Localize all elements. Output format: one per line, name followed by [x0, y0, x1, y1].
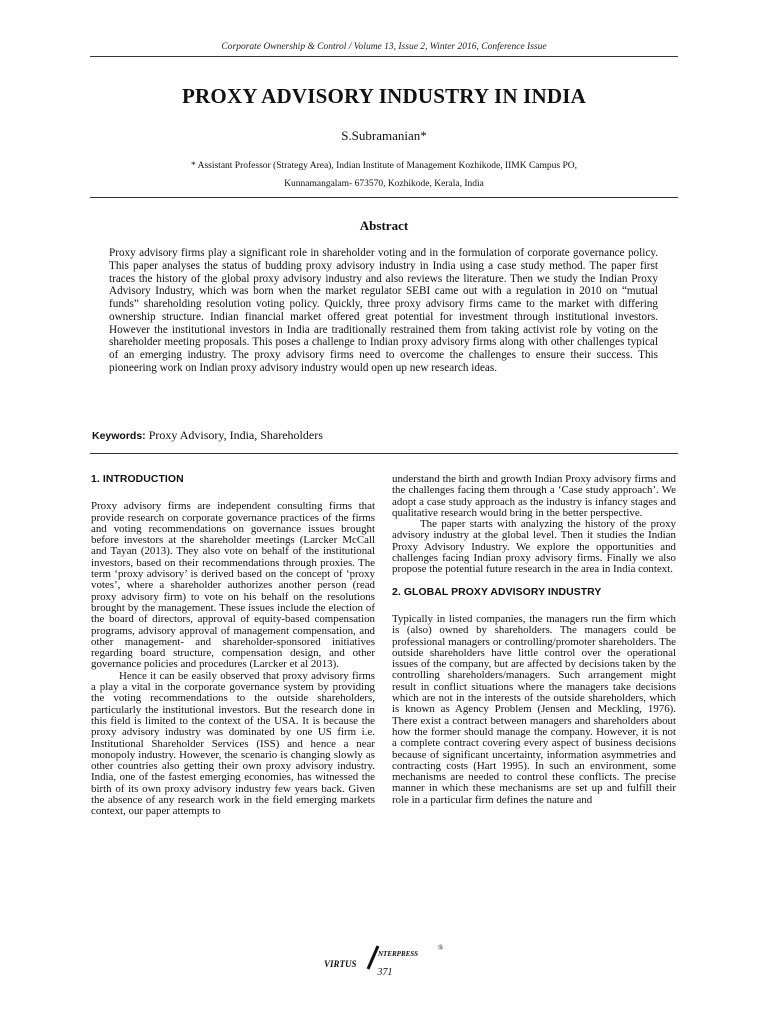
intro-paragraph-4: The paper starts with analyzing the history of the proxy advisory industry at the global level. Then it studies the Indian Proxy Advisory Industry. We explore the opportunities and challenges facing Indian proxy advisory firms. Finally we also propose the potential future research in the area in India context. [392, 518, 676, 576]
page-number: 371 [377, 967, 393, 978]
author-name: S.Subramanian* [341, 128, 427, 143]
author-affiliation [90, 157, 678, 193]
right-column [392, 474, 676, 806]
abstract-heading: Abstract [359, 218, 409, 233]
section-heading-global: 2. GLOBAL PROXY ADVISORY INDUSTRY [392, 586, 602, 598]
keywords-value: Proxy Advisory, India, Shareholders [148, 428, 323, 442]
paper-title: PROXY ADVISORY INDUSTRY IN INDIA [182, 84, 586, 108]
header-rule [90, 56, 678, 57]
intro-paragraph-2: Hence it can be easily observed that proxy advisory firms a play a vital in the corporate governance system by providing the voting recommendations to the outside shareholders, particularly the institutional investors. But the research done in this field is limited to the context of the USA. It is because the proxy advisory industry was dominated by one US firm i.e. Institutional Shareholder Services (ISS) and hence a near monopoly industry. However, the scenario is changing slowly as other countries also getting their own proxy advisory industry. India, one of the fastest emerging economies, has witnessed the birth of its own proxy advisory industry few years back. Given the absence of any research work in the field emerging markets context, our paper attempts to [91, 669, 375, 818]
logo-slash-mark [368, 946, 378, 969]
keywords-label: Keywords: [92, 430, 146, 442]
running-head: Corporate Ownership & Control / Volume 13, Issue 2, Winter 2016, Conference Issue [221, 42, 547, 52]
logo-registered-mark: ® [438, 944, 444, 952]
keywords-rule [90, 453, 678, 454]
global-paragraph-1: Typically in listed companies, the managers run the firm which is (also) owned by shareholders. The managers could be professional managers or controlling/promoter shareholders. The outside shareholders have little control over the operational issues of the company, but are affected by decisions taken by the controlling shareholders/managers. Such arrangement might result in conflict situations where the managers take decisions which are not in the interests of the outside shareholders, which is known as Agency Problem (Jensen and Meckling, 1976). There exist a contract between managers and shareholders about how the former should manage the company. However, it is not a complete contract covering every aspect of business decisions because of significant uncertainty, information asymmetries and contracting costs (Hart 1995). In such an environment, some mechanisms are needed to control these conflicts. The precise manner in which these mechanisms are set up and fulfill their role in a particular firm defines the nature and [392, 612, 676, 806]
logo-text-left: VIRTUS [324, 959, 357, 969]
abstract-top-rule [90, 197, 678, 198]
intro-paragraph-3: understand the birth and growth Indian Proxy advisory firms and the challenges facing them through a ‘Case study approach’. We adopt a case study approach as the industry is infancy stages and qualitative research would bring in the better perspective. [392, 473, 676, 519]
section-heading-introduction: 1. INTRODUCTION [91, 474, 184, 485]
left-column [91, 474, 375, 818]
affiliation-line-1: * Assistant Professor (Strategy Area), Indian Institute of Management Kozhikode, IIMK Campus PO, [190, 161, 577, 171]
intro-paragraph-1: Proxy advisory firms are independent consulting firms that provide research on corporate governance practices of the firms and voting recommendations on governance issues brought before investors at the shareholder meetings (Larcker McCall and Tayan (2013). They also vote on behalf of the institutional investors, based on their recommendations through proxies. The term ‘proxy advisory’ is derived based on the concept of ‘proxy votes’, where a shareholder authorizes another person (read proxy advisory firm) to vote on his behalf on the resolutions brought by the management. These issues include the election of the board of directors, approval of equity-based compensation programs, advisory approval of management compensation, and other management- and shareholder-sponsored initiatives regarding board structure, compensation design, and other governance policies and procedures (Larcker et al 2013). [91, 500, 375, 671]
keywords [92, 428, 672, 443]
affiliation-line-2: Kunnamangalam- 673570, Kozhikode, Kerala, India [284, 179, 484, 189]
logo-text-right: NTERPRESS [378, 950, 419, 958]
abstract-text: Proxy advisory firms play a significant role in shareholder voting and in the formulation of corporate governance policy. This paper analyses the status of budding proxy advisory industry in India using a case study method. The paper first traces the history of the global proxy advisory industry and also reviews the literature. Then we study the Indian Proxy Advisory Industry, which was born when the market regulator SEBI came out with a regulation in 2010 on “mutual funds” shareholding resolution voting policy. Quickly, three proxy advisory firms came to the market with differing ownership structure. Indian financial market offered great potential for investment through institutional investors. However the institutional investors in India are traditionally restrained them from taking activist role by voting on the shareholder meeting proposals. This poses a challenge to Indian proxy advisory firms along with other challenges typical of an emerging industry. The proxy advisory firms need to overcome the challenges to ensure their success. This pioneering work on Indian proxy advisory industry would open up new research ideas. [109, 247, 658, 374]
